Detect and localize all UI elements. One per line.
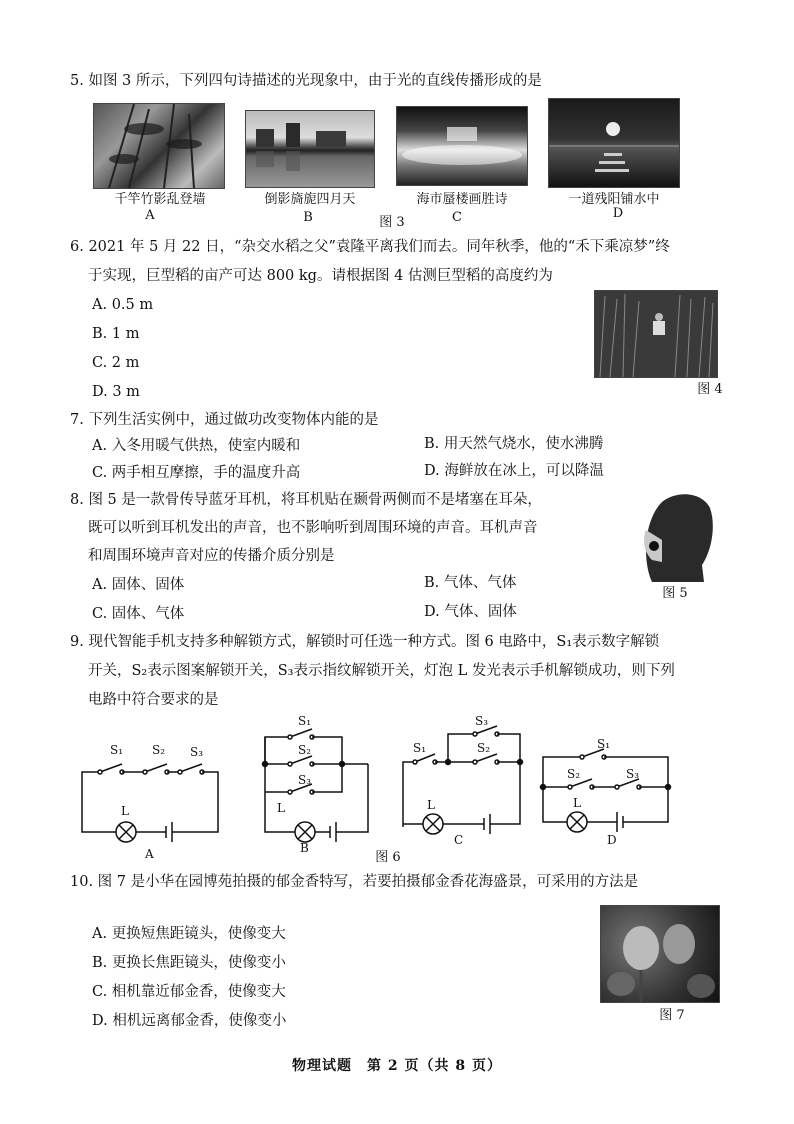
q5-letter-d: D xyxy=(612,206,624,221)
page-footer: 物理试题 第 2 页（共 8 页） xyxy=(292,1058,502,1074)
q5-letter-c: C xyxy=(452,210,462,225)
circuit-b-s2-label: S₂ xyxy=(298,743,312,757)
circuit-c-s1-label: S₁ xyxy=(413,741,427,755)
circuit-c-s3-label: S₃ xyxy=(475,714,489,728)
circuit-b xyxy=(263,729,369,842)
circuit-d xyxy=(541,749,671,832)
q5-stem: 5. 如图 3 所示，下列四句诗描述的光现象中，由于光的直线传播形成的是 xyxy=(70,73,542,89)
q6-option-c: C. 2 m xyxy=(92,355,140,371)
q7-option-b: B. 用天然气烧水，使水沸腾 xyxy=(424,436,604,452)
q6-stem-line2: 于实现，巨型稻的亩产可达 800 kg。请根据图 4 估测巨型稻的高度约为 xyxy=(88,268,553,284)
figure-3-label: 图 3 xyxy=(379,215,405,230)
figure-6-label: 图 6 xyxy=(375,850,401,865)
q8-stem-line3: 和周围环境声音对应的传播介质分别是 xyxy=(88,548,335,564)
circuit-d-s1-label: S₁ xyxy=(597,737,611,751)
q7-option-d: D. 海鲜放在冰上，可以降温 xyxy=(424,463,604,479)
figure-7-label: 图 7 xyxy=(659,1008,685,1023)
circuit-b-s1-label: S₁ xyxy=(298,714,312,728)
circuit-b-s3-label: S₃ xyxy=(298,773,312,787)
figure-4-label: 图 4 xyxy=(697,382,723,397)
circuit-a-letter: A xyxy=(145,847,154,861)
circuit-d-letter: D xyxy=(607,833,617,847)
photo-bone-conduction-headphone xyxy=(632,490,716,582)
circuit-d-s3-label: S₃ xyxy=(626,767,640,781)
circuit-d-s2-label: S₂ xyxy=(567,767,581,781)
q5-caption-b: 倒影旖旎四月天 xyxy=(264,192,356,207)
circuit-c-letter: C xyxy=(454,833,464,847)
q8-option-a: A. 固体、固体 xyxy=(92,577,185,593)
circuit-a-s2-label: S₂ xyxy=(152,743,166,757)
figure-5-label: 图 5 xyxy=(662,586,688,601)
photo-reflection xyxy=(245,110,375,188)
q8-option-d: D. 气体、固体 xyxy=(424,604,517,620)
circuit-a xyxy=(82,764,218,842)
circuit-d-lamp-label: L xyxy=(573,796,581,810)
q9-stem-line3: 电路中符合要求的是 xyxy=(88,692,219,708)
q5-letter-b: B xyxy=(303,210,313,225)
q8-option-c: C. 固体、气体 xyxy=(92,606,185,622)
q7-stem: 7. 下列生活实例中，通过做功改变物体内能的是 xyxy=(70,412,379,428)
photo-giant-rice xyxy=(594,290,718,378)
circuit-a-lamp-label: L xyxy=(121,804,129,818)
q7-option-a: A. 入冬用暖气供热，使室内暖和 xyxy=(92,438,301,454)
q6-option-d: D. 3 m xyxy=(92,384,140,400)
circuit-b-lamp-label: L xyxy=(277,801,285,815)
q8-option-b: B. 气体、气体 xyxy=(424,575,517,591)
circuit-c-lamp-label: L xyxy=(427,798,435,812)
q10-stem: 10. 图 7 是小华在园博苑拍摄的郁金香特写，若要拍摄郁金香花海盛景，可采用的方法是 xyxy=(70,874,639,890)
circuit-a-s3-label: S₃ xyxy=(190,745,204,759)
photo-sunset-water xyxy=(548,98,680,188)
circuit-c-s2-label: S₂ xyxy=(477,741,491,755)
q10-option-d: D. 相机远离郁金香，使像变小 xyxy=(92,1013,287,1029)
photo-bamboo-shadow xyxy=(93,103,225,189)
q5-caption-a: 千竿竹影乱登墙 xyxy=(114,192,206,207)
photo-tulips xyxy=(600,905,720,1003)
q6-stem-line1: 6. 2021 年 5 月 22 日，“杂交水稻之父”袁隆平离我们而去。同年秋季，他的“禾下乘凉梦”终 xyxy=(70,239,670,255)
circuit-b-letter: B xyxy=(300,841,309,855)
q6-option-a: A. 0.5 m xyxy=(92,297,154,313)
q7-option-c: C. 两手相互摩擦，手的温度升高 xyxy=(92,465,301,481)
q8-stem-line2: 既可以听到耳机发出的声音，也不影响听到周围环境的声音。耳机声音 xyxy=(88,520,538,536)
circuit-a-s1-label: S₁ xyxy=(110,743,124,757)
q10-option-b: B. 更换长焦距镜头，使像变小 xyxy=(92,955,286,971)
q10-option-c: C. 相机靠近郁金香，使像变大 xyxy=(92,984,286,1000)
q5-caption-d: 一道残阳铺水中 xyxy=(568,192,660,207)
circuit-diagrams xyxy=(70,712,690,862)
q5-caption-c: 海市蜃楼画胜诗 xyxy=(416,192,508,207)
q5-letter-a: A xyxy=(145,208,155,223)
q9-stem-line2: 开关，S₂表示图案解锁开关，S₃表示指纹解锁开关，灯泡 L 发光表示手机解锁成功，则下列 xyxy=(88,663,675,679)
q10-option-a: A. 更换短焦距镜头，使像变大 xyxy=(92,926,286,942)
q6-option-b: B. 1 m xyxy=(92,326,140,342)
q8-stem-line1: 8. 图 5 是一款骨传导蓝牙耳机，将耳机贴在颞骨两侧而不是堵塞在耳朵， xyxy=(70,492,542,508)
q9-stem-line1: 9. 现代智能手机支持多种解锁方式，解锁时可任选一种方式。图 6 电路中，S₁表示数字解锁 xyxy=(70,634,660,650)
photo-mirage xyxy=(396,106,528,186)
